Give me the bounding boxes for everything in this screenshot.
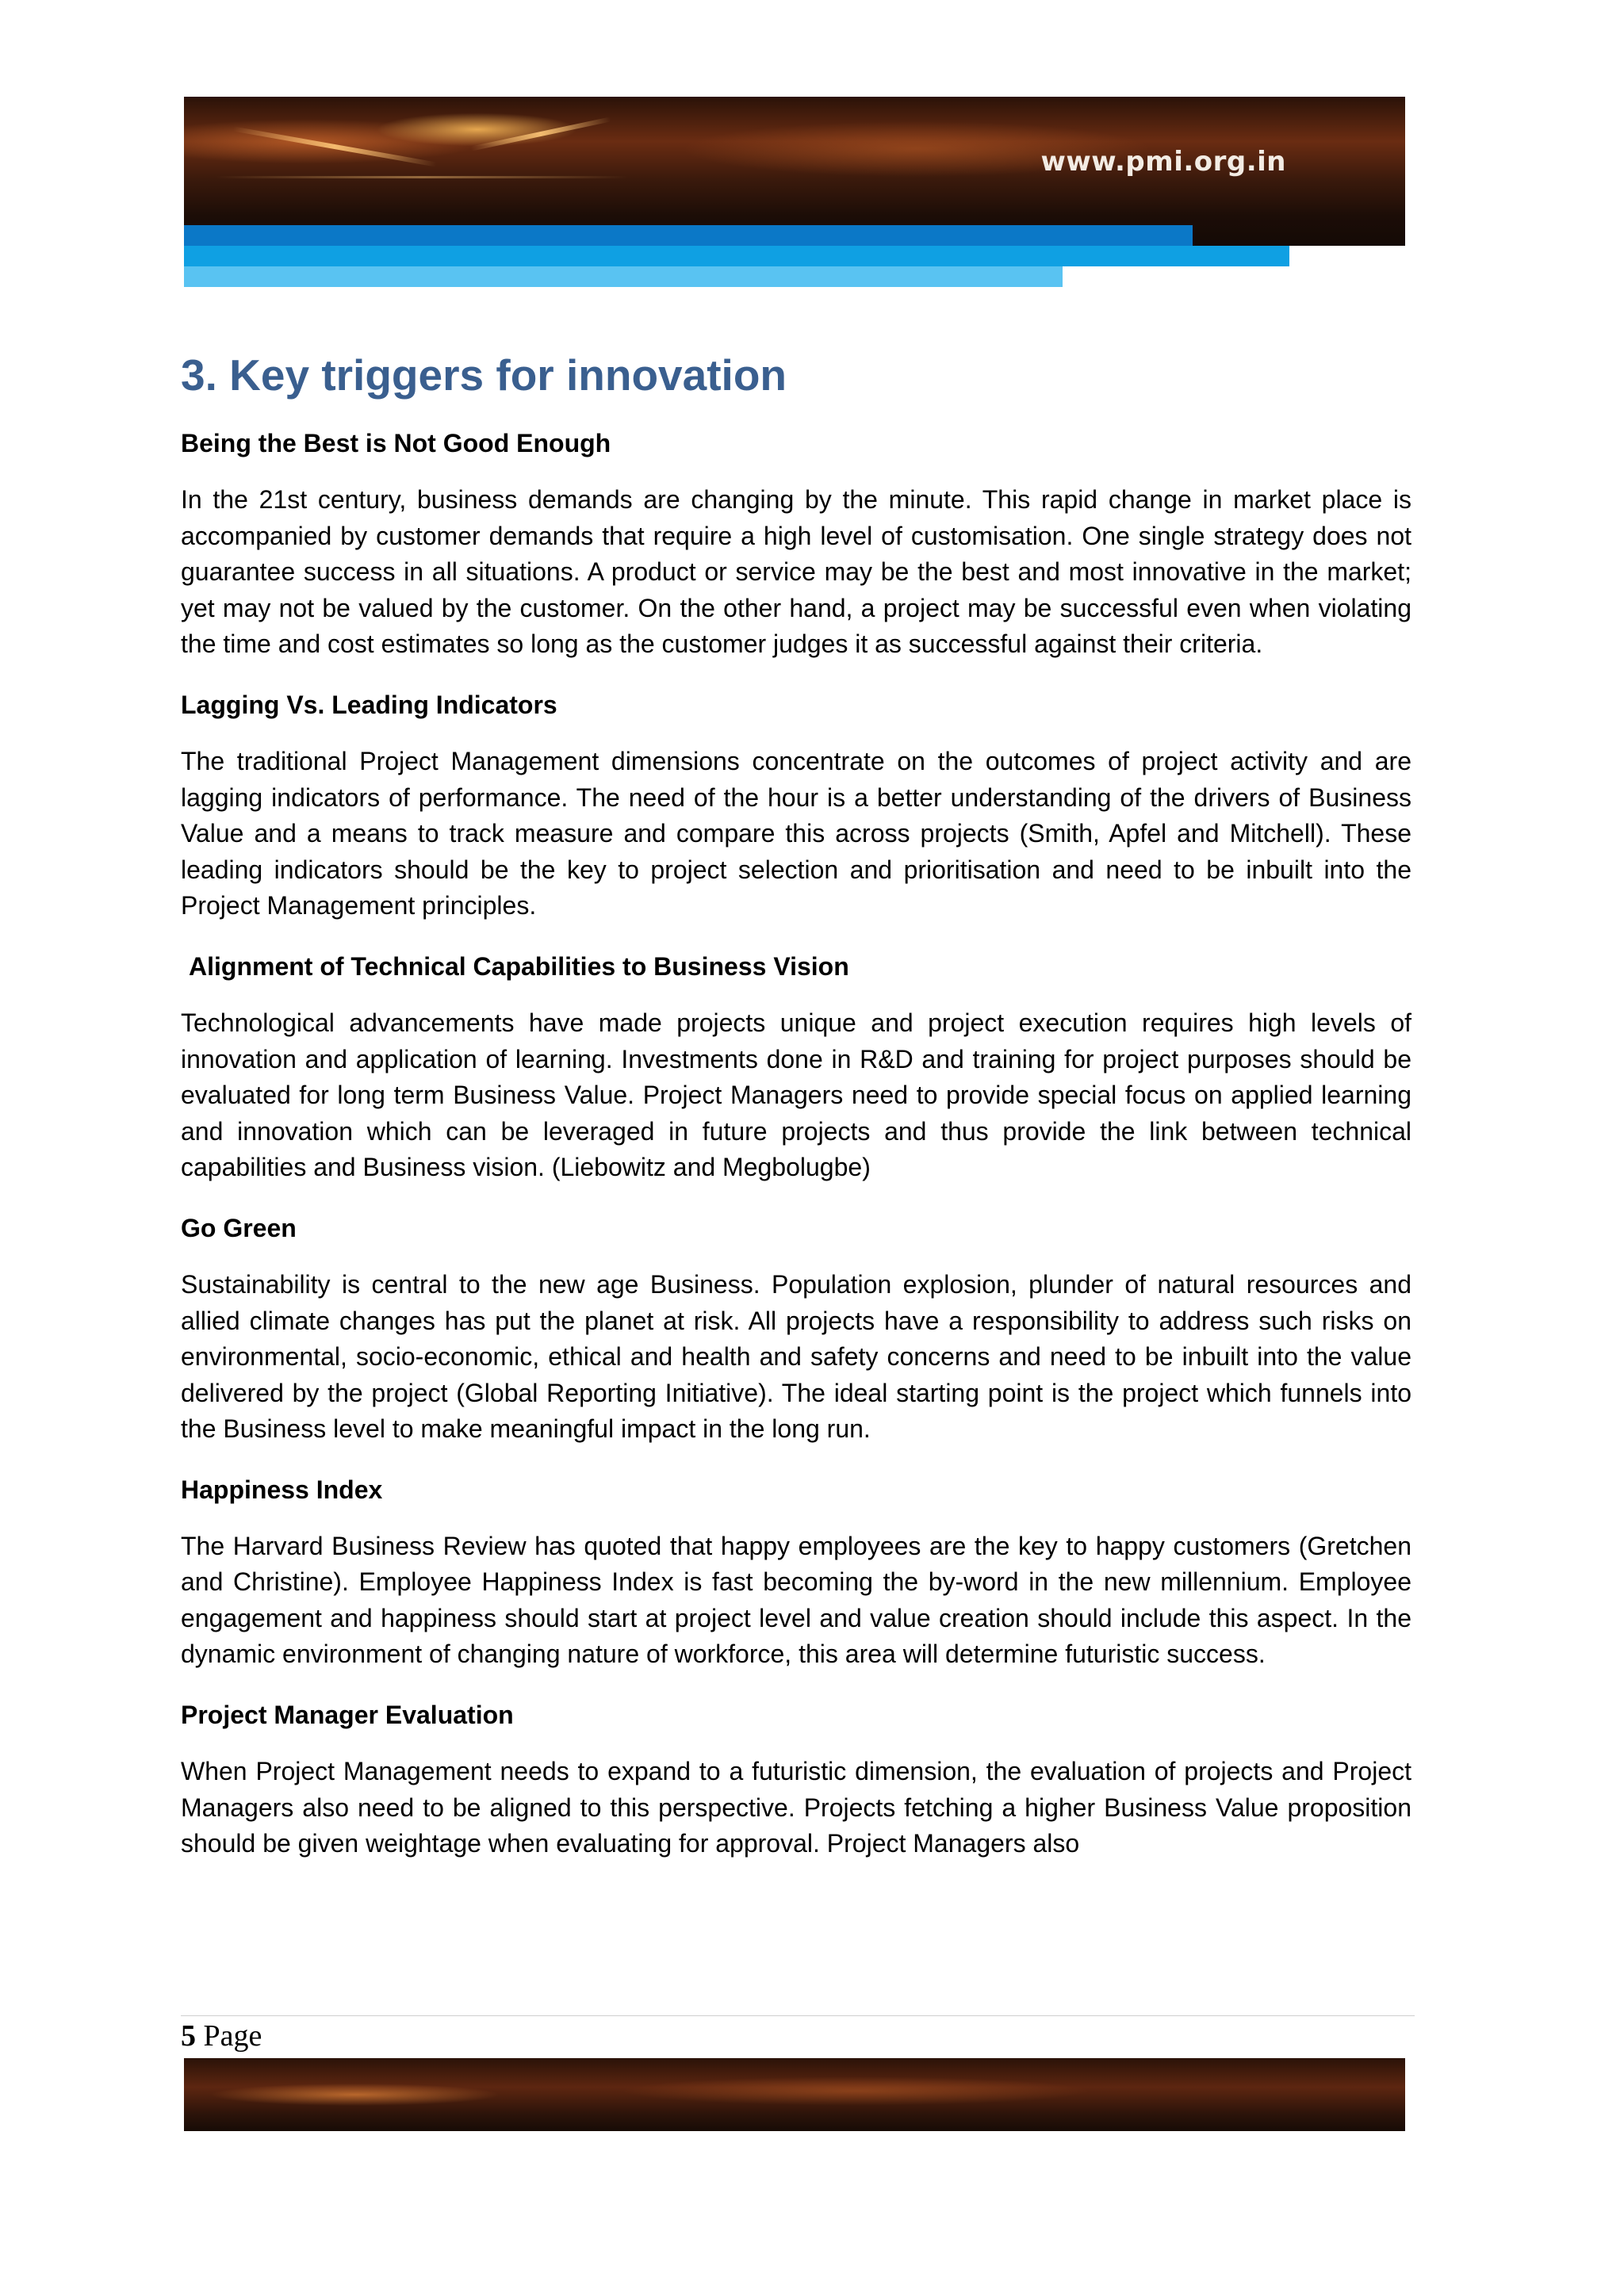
page-number-value: 5: [181, 2019, 196, 2053]
subheading: Happiness Index: [181, 1475, 383, 1504]
paragraph: The Harvard Business Review has quoted that happy employees are the key to happy customers (Gretchen and Christine). Employee Happiness Index is fast becoming the by-word in the new millennium. Employee engagement and happiness should start at project level and value creation should include this aspect. In the dynamic environment of changing nature of workforce, this area will determine futuristic success.: [181, 1531, 1411, 1669]
header-stripe-blue: [184, 246, 1289, 266]
subheading: Project Manager Evaluation: [181, 1700, 514, 1729]
page-number-label: Page: [203, 2019, 262, 2053]
footer-divider: [181, 2015, 1415, 2016]
section-title: 3. Key triggers for innovation: [181, 350, 787, 400]
subheading: Lagging Vs. Leading Indicators: [181, 690, 557, 719]
subheading: Being the Best is Not Good Enough: [181, 429, 611, 457]
header-url: www.pmi.org.in: [1040, 146, 1286, 178]
subheading: Alignment of Technical Capabilities to Business Vision: [189, 951, 849, 981]
paragraph: When Project Management needs to expand to a futuristic dimension, the evaluation of projects and Project Managers also need to be aligned to this perspective. Projects fetching a higher Business Value proposition should be given weightage when evaluating for approval. Project Managers also: [181, 1757, 1411, 1858]
paragraph: Technological advancements have made projects unique and project execution requires high levels of innovation and application of learning. Investments done in R&D and training for project purposes should be evaluated for long term Business Value. Project Managers need to provide special focus on applied learning and innovation which can be leveraged in future projects and thus provide the link between technical capabilities and Business vision. (Liebowitz and Megbolugbe): [181, 1008, 1411, 1182]
subheading: Go Green: [181, 1213, 297, 1242]
banner-light-streak: [470, 117, 611, 151]
paragraph: The traditional Project Management dimensions concentrate on the outcomes of project activity and are lagging indicators of performance. The need of the hour is a better understanding of the drivers of Business Value and a means to track measure and compare this across projects (Smith, Apfel and Mitchell). These leading indicators should be the key to project selection and prioritisation and need to be inbuilt into the Project Management principles.: [181, 747, 1411, 920]
main-content: [181, 349, 1411, 1889]
footer-banner: [184, 2058, 1405, 2131]
banner-light-streak: [216, 176, 628, 178]
header-stripe-dark-blue: [184, 225, 1193, 246]
header-stripe-light-blue: [184, 266, 1063, 287]
paragraph: In the 21st century, business demands are changing by the minute. This rapid change in market place is accompanied by customer demands that require a high level of customisation. One single strategy does not guarantee success in all situations. A product or service may be the best and most innovative in the market; yet may not be valued by the customer. On the other hand, a project may be successful even when violating the time and cost estimates so long as the customer judges it as successful against their criteria.: [181, 485, 1411, 659]
header-banner: [184, 97, 1405, 246]
paragraph: Sustainability is central to the new age Business. Population explosion, plunder of natural resources and allied climate changes has put the planet at risk. All projects have a responsibility to address such risks on environmental, socio-economic, ethical and health and safety concerns and need to be inbuilt into the value delivered by the project (Global Reporting Initiative). The ideal starting point is the project which funnels into the Business level to make meaningful impact in the long run.: [181, 1270, 1411, 1444]
page-number: [181, 2019, 262, 2053]
banner-light-streak: [232, 126, 436, 166]
